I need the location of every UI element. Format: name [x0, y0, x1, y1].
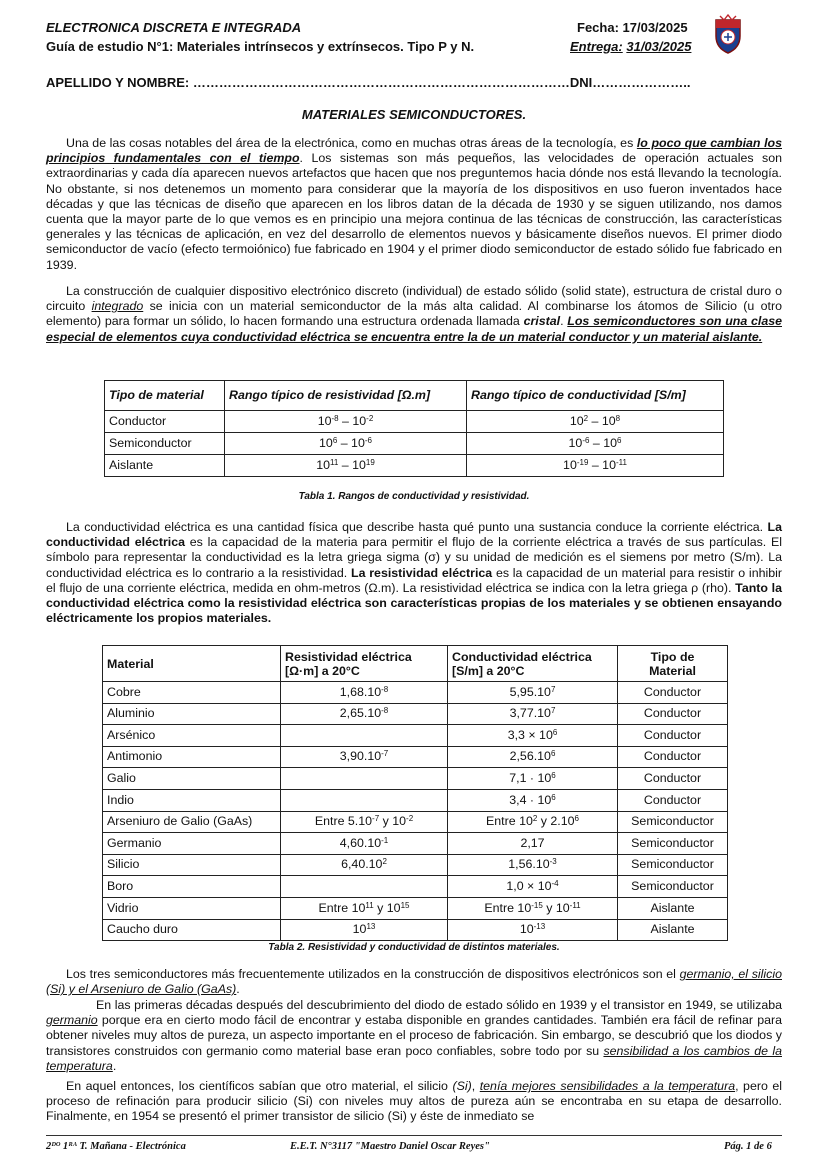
- table-row: Arsénico $3,3 \times 10^6$ Conductor: [103, 725, 728, 747]
- table-row: Indio $3,4 \cdot 10^6$ Conductor: [103, 789, 728, 811]
- footer-divider: [46, 1135, 782, 1136]
- table-row: Galio $7,1 \cdot 10^6$ Conductor: [103, 768, 728, 790]
- table-header-row: Material Resistividad eléctrica [Ω·m] a 20°C Conductividad eléctrica [S/m] a 20°C Tipo de Material: [103, 646, 728, 682]
- paragraph-intro: Una de las cosas notables del área de la electrónica, como en muchas otras áreas de la tecnología, es lo poco que cambian los principios fundamentales con el tiempo. Los sistemas son más pequeños, las velocidades de operación actuales son extraordinarias y cada día aparecen nuevos artefactos que hacen que nos preguntemos hacia dónde nos está llevando la tecnología. No obstante, si nos detenemos un momento para considerar que la mayoría de los dispositivos en uso fueron inventados hace décadas y que las técnicas de diseño que aparecen en los libros datan de la década de 1930 y se siguen utilizando, nos damos cuenta que la mayor parte de lo que vemos es en principio una mejora continua de las técnicas de construcción, las características generales y las técnicas de aplicación, en vez del desarrollo de elementos nuevos y básicamente diseños nuevos. El primer diodo semiconductor de vacío (efecto termoiónico) fue fabricado en 1904 y el primer diodo semiconductor de estado sólido fue fabricado en 1939.: [46, 136, 782, 272]
- school-shield-logo-icon: [712, 14, 744, 54]
- table-row: Silicio 6,40.10$^2$ $1,56.10^{-3}$ Semiconductor: [103, 854, 728, 876]
- table-row: Germanio $4,60.10^{-1}$ 2,17 Semiconductor: [103, 833, 728, 855]
- materials-table: [102, 645, 728, 941]
- footer-page-number: Pág. 1 de 6: [724, 1141, 772, 1152]
- table-row: Vidrio Entre $10^{11}$ y $10^{15}$ Entre $10^{-15}$ y $10^{-11}$ Aislante: [103, 897, 728, 919]
- table2-caption: Tabla 2. Resistividad y conductividad de distintos materiales.: [268, 942, 560, 953]
- table-row: Caucho duro $10^{13}$ $10^{-13}$ Aislante: [103, 919, 728, 941]
- name-dni-line: APELLIDO Y NOMBRE: ……………………………………………………………………………DNI…………………..: [46, 75, 691, 90]
- footer-school: E.E.T. N°3117 "Maestro Daniel Oscar Reyes": [290, 1141, 490, 1152]
- table-row: Aislante $10^{11} - 10^{19}$ $10^{-19} - 10^{-11}$: [105, 455, 724, 477]
- paragraph-three-semiconductors: Los tres semiconductores más frecuentemente utilizados en la construcción de dispositivos electrónicos son el germanio, el silicio (Si) y el Arseniuro de Galio (GaAs).: [46, 967, 782, 997]
- paragraph-germanium: En las primeras décadas después del descubrimiento del diodo de estado sólido en 1939 y el transistor en 1949, se utilizaba germanio porque era en cierto modo fácil de encontrar y estaba disponible en grandes cantidades. También era fácil de refinar para obtener niveles muy altos de pureza, un aspecto importante en el proceso de fabricación. Sin embargo, se descubrió que los diodos y transistores construidos con germanio como material base eran poco confiables, sobre todo por su sensibilidad a los cambios de la temperatura.: [46, 998, 782, 1073]
- course-title: ELECTRONICA DISCRETA E INTEGRADA: [46, 20, 302, 35]
- paragraph-construction: La construcción de cualquier dispositivo electrónico discreto (individual) de estado sólido (solid state), estructura de cristal duro o circuito integrado se inicia con un material semiconductor de la más alta calidad. Al combinarse los átomos de Silicio (u otro elemento) para formar un sólido, lo hacen formando una estructura ordenada llamada cristal. Los semiconductores son una clase especial de elementos cuya conductividad eléctrica se encuentra entre la de un material conductor y un material aislante.: [46, 284, 782, 344]
- table-row: Cobre $1,68.10^{-8}$ 5,95.10$^7$ Conductor: [103, 682, 728, 704]
- due-date: Entrega: 31/03/2025: [570, 39, 692, 54]
- date-label: Fecha: 17/03/2025: [577, 20, 688, 35]
- table-row: Arseniuro de Galio (GaAs) Entre $5.10^{-7}$ y $10^{-2}$ Entre $10^2$ y 2.10$^6$ Semiconductor: [103, 811, 728, 833]
- table-row: Conductor $10^{-8} - 10^{-2}$ $10^2 - 10^8$: [105, 411, 724, 433]
- paragraph-silicon: En aquel entonces, los científicos sabían que otro material, el silicio (Si), tenía mejores sensibilidades a la temperatura, pero el proceso de refinación para producir silicio (Si) con niveles muy altos de pureza aún se encontraba en su etapa de desarrollo. Finalmente, en 1954 se presentó el primer transistor de silicio (Si) y éste de inmediato se: [46, 1079, 783, 1124]
- table-header-row: Tipo de material Rango típico de resistividad [Ω.m] Rango típico de conductividad [S/m]: [105, 381, 724, 411]
- resistivity-range-table: [104, 380, 724, 477]
- table-row: Aluminio $2,65.10^{-8}$ 3,77.10$^7$ Conductor: [103, 703, 728, 725]
- table-row: Boro $1,0 \times 10^{-4}$ Semiconductor: [103, 876, 728, 898]
- section-title: MATERIALES SEMICONDUCTORES.: [301, 107, 527, 122]
- paragraph-conductivity: La conductividad eléctrica es una cantidad física que describe hasta qué punto una sustancia conduce la corriente eléctrica. La conductividad eléctrica es la capacidad de la materia para permitir el flujo de la corriente eléctrica a través de sus partículas. El símbolo para representar la conductividad es la letra griega sigma (σ) y su unidad de medición es el siemens por metro (S/m). La conductividad eléctrica es lo contrario a la resistividad. La resistividad eléctrica es la capacidad de un material para resistir o inhibir el flujo de una corriente eléctrica, medida en ohm-metros (Ω.m). La resistividad eléctrica se indica con la letra griega ρ (rho). Tanto la conductividad eléctrica como la resistividad eléctrica son características propias de los materiales y se obtienen ensayando eléctricamente los propios materiales.: [46, 520, 782, 626]
- guide-title: Guía de estudio N°1: Materiales intrínsecos y extrínsecos. Tipo P y N.: [46, 39, 475, 54]
- table1-caption: Tabla 1. Rangos de conductividad y resistividad.: [298, 491, 530, 502]
- table-row: Antimonio $3,90.10^{-7}$ 2,56.10$^6$ Conductor: [103, 746, 728, 768]
- table-row: Semiconductor $10^6 - 10^{-6}$ $10^{-6} - 10^6$: [105, 433, 724, 455]
- footer-course: 2ᴰᴼ 1ᴿᴬ T. Mañana - Electrónica: [46, 1141, 186, 1152]
